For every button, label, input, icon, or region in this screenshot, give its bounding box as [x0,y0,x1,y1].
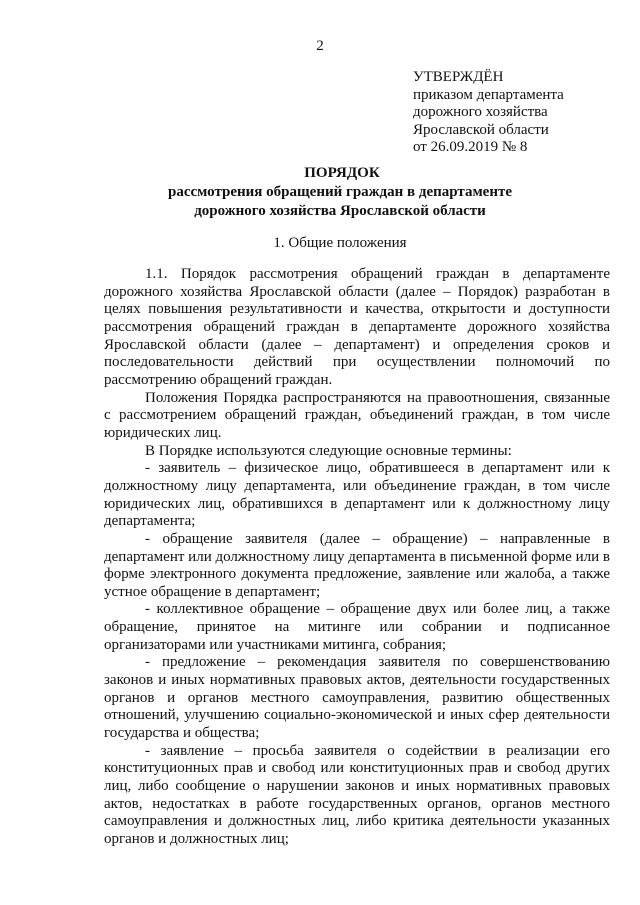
approval-line: от 26.09.2019 № 8 [413,139,528,156]
document-subtitle-line: дорожного хозяйства Ярославской области [194,203,486,219]
approval-stamp [413,69,613,157]
paragraph: 1.1. Порядок рассмотрения обращений граждан в департаменте дорожного хозяйства Ярославской области (далее – Порядок) разработан в целях повышения результативности и качества, открытости и доступности рассмотрения обращений граждан в департаменте дорожного хозяйства Ярославской области (далее – департамент) и определения сроков и последовательности действий при осуществлении полномочий по рассмотрению обращений граждан. [104,266,610,388]
term-definition: - заявитель – физическое лицо, обратившееся в департамент или к должностному лицу департамента, или объединение граждан, в том числе юридических лиц, обратившихся в департамент или к должностному лицу департамента; [104,460,610,530]
approval-line: приказом департамента [413,86,564,103]
approval-line: дорожного хозяйства [413,104,548,121]
page-number: 2 [316,38,324,54]
term-definition: - обращение заявителя (далее – обращение) – направленные в департамент или должностному лицу департамента в письменной форме или в форме электронного документа предложение, заявление или жалоба, а также устное обращение в департамент; [104,530,610,600]
paragraph: В Порядке используются следующие основные термины: [145,442,512,459]
section-heading: 1. Общие положения [273,235,407,251]
term-definition: - предложение – рекомендация заявителя по совершенствованию законов и иных нормативных правовых актов, деятельности государственных органов и органов местного самоуправления, развитию общественных отношений, улучшению социально-экономической и иных сфер деятельности государства и общества; [104,654,610,742]
term-definition: - заявление – просьба заявителя о содействии в реализации его конституционных прав и свобод или конституционных прав и свобод других лиц, либо сообщение о нарушении законов и иных нормативных правовых актов, недостатках в работе государственных органов, органов местного самоуправления и должностных лиц, либо критика деятельности указанных органов и должностных лиц; [104,742,610,847]
approval-line: Ярославской области [413,121,549,138]
term-definition: - коллективное обращение – обращение двух или более лиц, а также обращение, принятое на митинге или собрании и подписанное организаторами или участниками митинга, собрания; [104,601,610,653]
approval-line: УТВЕРЖДЁН [413,69,504,85]
document-title: ПОРЯДОК [304,165,380,181]
paragraph: Положения Порядка распространяются на правоотношения, связанные с рассмотрением обращений граждан, объединений граждан, в том числе юридических лиц. [104,389,610,441]
document-body [104,266,610,849]
document-subtitle-line: рассмотрения обращений граждан в департаменте [167,184,512,200]
document-title-block [60,164,620,221]
